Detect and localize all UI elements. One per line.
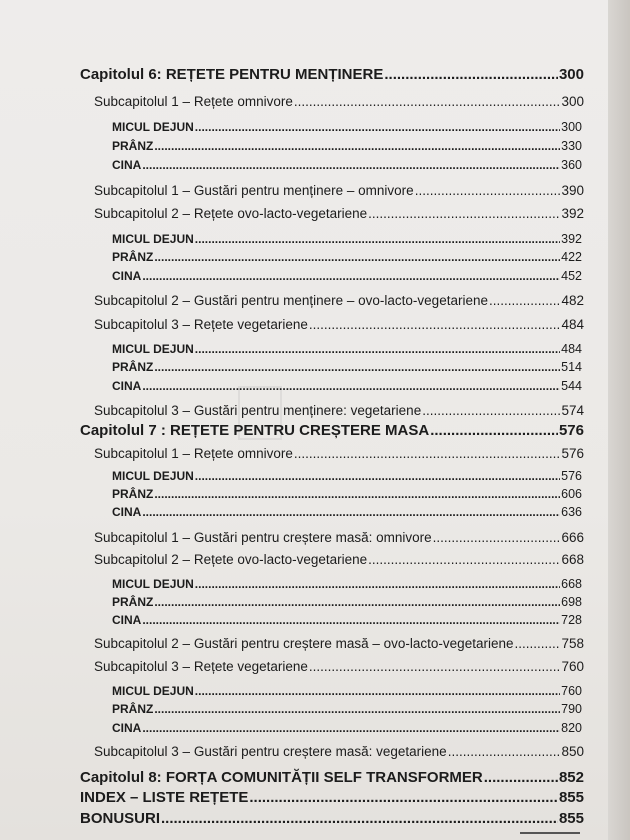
toc-leader-dots [195,233,560,245]
toc-leader-dots [142,380,560,392]
toc-entry-page: 728 [561,613,582,627]
toc-leader-dots [422,404,560,418]
toc-leader-dots [309,660,561,674]
toc-leader-dots [309,318,561,332]
toc-entry [112,614,582,627]
toc-entry [112,361,582,374]
toc-leader-dots [430,423,558,438]
toc-entry-label: MICUL DEJUN [112,120,194,134]
toc-entry-page: 422 [561,250,582,264]
toc-entry-label: CINA [112,613,142,627]
toc-entry-page: 668 [561,552,584,567]
toc-leader-dots [154,596,560,608]
toc-leader-dots [142,506,560,518]
toc-entry-label: Subcapitolul 1 – Gustări pentru menținere – omnivore [94,183,414,198]
toc-entry-page: 300 [561,94,584,109]
toc-leader-dots [142,722,560,734]
toc-entry [112,121,582,134]
toc-entry-page: 482 [561,293,584,308]
toc-entry-label: MICUL DEJUN [112,469,194,483]
toc-leader-dots [195,121,560,133]
toc-entry [112,380,582,393]
toc-entry-page: 698 [561,595,582,609]
toc-entry [94,637,584,651]
toc-leader-dots [294,447,561,461]
toc-entry-label: MICUL DEJUN [112,342,194,356]
toc-entry-page: 576 [561,446,584,461]
toc-entry-page: 820 [561,721,582,735]
toc-leader-dots [484,770,558,785]
toc-entry [112,488,582,501]
toc-entry-page: 852 [558,769,584,786]
toc-leader-dots [195,685,560,697]
toc-entry-label: MICUL DEJUN [112,684,194,698]
toc-entry-label: CINA [112,269,142,283]
toc-entry-label: Capitolul 7 : REȚETE PENTRU CREȘTERE MASA [80,422,430,439]
toc-entry [112,159,582,172]
toc-entry-page: 576 [558,422,584,439]
toc-entry [94,531,584,545]
toc-entry [94,447,584,461]
toc-entry [80,423,584,438]
toc-leader-dots [154,361,560,373]
toc-entry-label: PRÂNZ [112,139,154,153]
toc-leader-dots [142,159,560,171]
toc-entry-page: 514 [561,360,582,374]
toc-entry [80,770,584,785]
toc-entry-page: 855 [558,789,584,806]
toc-entry [94,207,584,221]
toc-entry [112,685,582,698]
toc-entry-label: Subcapitolul 3 – Gustări pentru menținere: vegetariene [94,403,422,418]
toc-entry-label: Subcapitolul 2 – Rețete ovo-lacto-vegetariene [94,206,368,221]
toc-entry-label: CINA [112,721,142,735]
toc-entry-label: Subcapitolul 3 – Rețete vegetariene [94,317,308,332]
toc-leader-dots [489,294,560,308]
toc-entry [94,660,584,674]
toc-leader-dots [294,95,561,109]
toc-entry-label: Subcapitolul 1 – Rețete omnivore [94,94,293,109]
toc-entry-label: Capitolul 8: FORȚA COMUNITĂȚII SELF TRANSFORMER [80,769,483,786]
toc-entry-page: 360 [561,158,582,172]
page-footer-line [520,832,580,834]
toc-entry-page: 392 [561,232,582,246]
toc-entry-label: Subcapitolul 3 – Gustări pentru creștere masă: vegetariene [94,744,447,759]
toc-entry [112,270,582,283]
toc-leader-dots [154,488,560,500]
toc-entry [94,745,584,759]
toc-entry [112,233,582,246]
toc-leader-dots [142,270,560,282]
toc-leader-dots [195,578,560,590]
toc-entry-label: BONUSURI [80,810,161,827]
toc-entry [94,294,584,308]
toc-leader-dots [368,207,560,221]
toc-entry-page: 855 [558,810,584,827]
toc-entry-page: 390 [561,183,584,198]
toc-entry [112,470,582,483]
toc-entry-page: 330 [561,139,582,153]
toc-entry-page: 576 [561,469,582,483]
toc-leader-dots [384,67,558,82]
toc-entry [112,578,582,591]
toc-entry [94,404,584,418]
toc-leader-dots [154,140,560,152]
toc-leader-dots [195,470,560,482]
toc-entry [112,343,582,356]
toc-entry [112,251,582,264]
toc-entry-label: PRÂNZ [112,595,154,609]
toc-entry [94,318,584,332]
toc-leader-dots [433,531,561,545]
toc-leader-dots [142,614,560,626]
toc-entry-label: CINA [112,505,142,519]
toc-entry [112,722,582,735]
toc-leader-dots [415,184,561,198]
toc-entry-page: 574 [561,403,584,418]
toc-leader-dots [368,553,560,567]
toc-entry [112,506,582,519]
toc-entry-page: 760 [561,684,582,698]
toc-entry-label: MICUL DEJUN [112,232,194,246]
toc-entry [112,596,582,609]
toc-entry-label: Subcapitolul 2 – Gustări pentru menținere – ovo-lacto-vegetariene [94,293,488,308]
toc-entry-label: Subcapitolul 1 – Rețete omnivore [94,446,293,461]
toc-entry-label: PRÂNZ [112,702,154,716]
toc-entry-page: 636 [561,505,582,519]
toc-entry-label: PRÂNZ [112,360,154,374]
toc-leader-dots [249,790,558,805]
toc-entry-label: MICUL DEJUN [112,577,194,591]
toc-leader-dots [195,343,560,355]
toc-entry-page: 758 [561,636,584,651]
toc-entry-label: CINA [112,158,142,172]
toc-leader-dots [514,637,560,651]
toc-entry-page: 790 [561,702,582,716]
toc-entry-page: 850 [561,744,584,759]
toc-entry [94,553,584,567]
toc-entry [80,67,584,82]
toc-entry-page: 392 [561,206,584,221]
toc-entry-page: 300 [561,120,582,134]
toc-leader-dots [161,811,558,826]
toc-leader-dots [154,251,560,263]
toc-entry-page: 484 [561,317,584,332]
toc-entry-label: Subcapitolul 2 – Rețete ovo-lacto-vegetariene [94,552,368,567]
toc-entry [112,703,582,716]
toc-entry [94,95,584,109]
toc-entry-label: Subcapitolul 3 – Rețete vegetariene [94,659,308,674]
toc-leader-dots [154,703,560,715]
toc-entry-page: 666 [561,530,584,545]
toc-leader-dots [448,745,561,759]
toc-entry-label: PRÂNZ [112,487,154,501]
toc-entry-page: 484 [561,342,582,356]
toc-entry-label: Subcapitolul 2 – Gustări pentru creștere masă – ovo-lacto-vegetariene [94,636,514,651]
toc-entry-page: 452 [561,269,582,283]
toc-entry-page: 760 [561,659,584,674]
toc-entry-label: INDEX – LISTE REȚETE [80,789,249,806]
toc-entry-label: Subcapitolul 1 – Gustări pentru creștere masă: omnivore [94,530,432,545]
toc-entry-label: Capitolul 6: REȚETE PENTRU MENȚINERE [80,66,384,83]
toc-entry-page: 544 [561,379,582,393]
toc-entry [112,140,582,153]
toc-entry [80,811,584,826]
toc-entry-label: PRÂNZ [112,250,154,264]
toc-entry-label: CINA [112,379,142,393]
toc-entry-page: 606 [561,487,582,501]
toc-entry-page: 668 [561,577,582,591]
toc-entry [80,790,584,805]
toc-entry [94,184,584,198]
toc-entry-page: 300 [558,66,584,83]
